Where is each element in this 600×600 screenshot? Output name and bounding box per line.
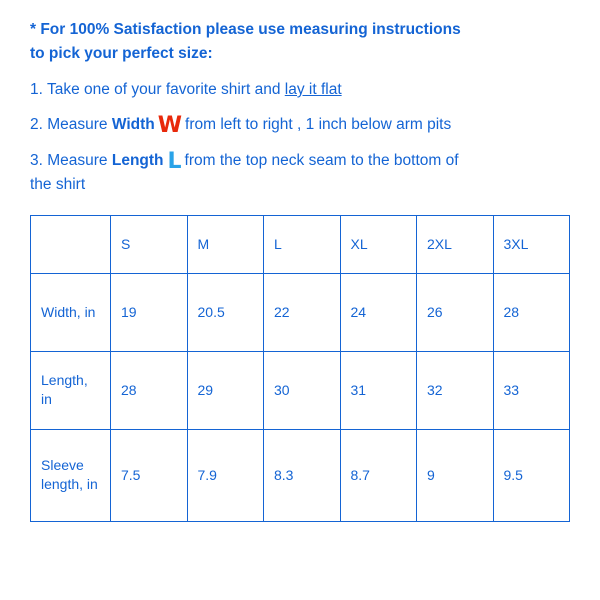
length-3xl: 33 — [493, 351, 570, 429]
column-header-2xl: 2XL — [417, 215, 494, 273]
length-2xl: 32 — [417, 351, 494, 429]
intro-line-1: * For 100% Satisfaction please use measuring instructions — [30, 21, 461, 38]
step-3-number: 3. — [30, 152, 48, 170]
column-header-s: S — [111, 215, 188, 273]
width-2xl: 26 — [417, 273, 494, 351]
table-row — [31, 351, 570, 429]
step-3-text-tail: the shirt — [30, 176, 86, 194]
step-2-text-after: from left to right , 1 inch below arm pits — [185, 116, 452, 134]
step-3-text-before: Measure — [47, 152, 112, 170]
length-m: 29 — [187, 351, 264, 429]
row-label-sleeve-length: Sleeve length, in — [31, 429, 111, 521]
step-2-text-before: Measure — [47, 116, 112, 134]
sleeve-m: 7.9 — [187, 429, 264, 521]
width-m: 20.5 — [187, 273, 264, 351]
step-3-bold-length: Length — [111, 152, 164, 170]
row-label-length: Length, in — [31, 351, 111, 429]
width-s: 19 — [111, 273, 188, 351]
step-1-text: Take one of your favorite shirt and — [46, 81, 285, 99]
length-l-icon: L — [167, 149, 182, 175]
width-w-icon: W — [157, 113, 183, 139]
sleeve-xl: 8.7 — [340, 429, 417, 521]
row-label-width: Width, in — [31, 273, 111, 351]
table-row — [31, 273, 570, 351]
column-header-3xl: 3XL — [493, 215, 570, 273]
step-1-number: 1. — [30, 81, 47, 99]
instruction-step-1 — [30, 78, 574, 101]
instruction-step-2 — [30, 113, 574, 137]
column-header-m: M — [187, 215, 264, 273]
step-3-text-after: from the top neck seam to the bottom of — [184, 152, 459, 170]
table-corner-cell — [31, 215, 111, 273]
table-header-row — [31, 215, 570, 273]
step-2-number: 2. — [30, 116, 48, 134]
intro-line-2: to pick your perfect size: — [30, 45, 213, 63]
sleeve-3xl: 9.5 — [493, 429, 570, 521]
length-s: 28 — [111, 351, 188, 429]
table-row — [31, 429, 570, 521]
instruction-step-3 — [30, 149, 574, 196]
step-1-underlined-text: lay it flat — [284, 81, 342, 99]
length-l: 30 — [264, 351, 341, 429]
column-header-l: L — [264, 215, 341, 273]
width-3xl: 28 — [493, 273, 570, 351]
sleeve-l: 8.3 — [264, 429, 341, 521]
sleeve-2xl: 9 — [417, 429, 494, 521]
length-xl: 31 — [340, 351, 417, 429]
width-xl: 24 — [340, 273, 417, 351]
sleeve-s: 7.5 — [111, 429, 188, 521]
width-l: 22 — [264, 273, 341, 351]
intro-text — [30, 18, 574, 66]
size-chart-table — [30, 215, 570, 522]
column-header-xl: XL — [340, 215, 417, 273]
step-2-bold-width: Width — [111, 116, 155, 134]
